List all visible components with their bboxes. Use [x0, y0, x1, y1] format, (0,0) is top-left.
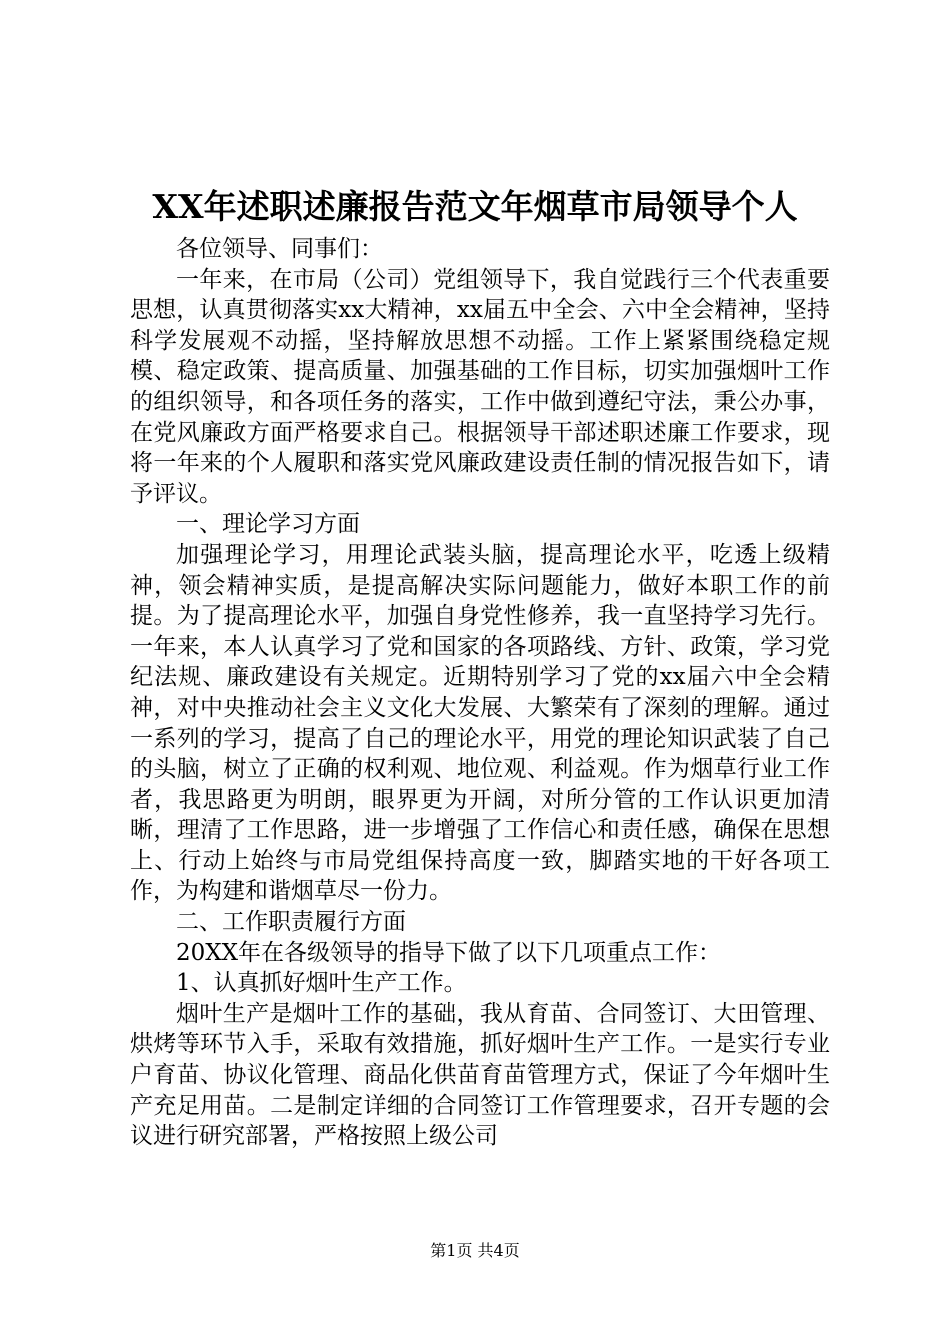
- subsection-heading: 1、认真抓好烟叶生产工作。: [176, 970, 467, 997]
- document-title: XX年述职述廉报告范文年烟草市局领导个人: [152, 187, 798, 226]
- body-paragraph: 烟叶生产是烟叶工作的基础，我从育苗、合同签订、大田管理、烘烤等环节入手，采取有效措施，抓好烟叶生产工作。一是实行专业户育苗、协议化管理、商品化供苗育苗管理方式，保证了今年烟叶生产充足用苗。二是制定详细的合同签订工作管理要求，召开专题的会议进行研究部署，严格按照上级公司: [130, 1000, 830, 1150]
- body-paragraph: 一年来，在市局（公司）党组领导下，我自觉践行三个代表重要思想，认真贯彻落实xx大精神，xx届五中全会、六中全会精神，坚持科学发展观不动摇，坚持解放思想不动摇。工作上紧紧围绕稳定规模、稳定政策、提高质量、加强基础的工作目标，切实加强烟叶工作的组织领导，和各项任务的落实，工作中做到遵纪守法，秉公办事，在党风廉政方面严格要求自己。根据领导干部述职述廉工作要求，现将一年来的个人履职和落实党风廉政建设责任制的情况报告如下，请予评议。: [130, 266, 830, 507]
- salutation: 各位领导、同事们：: [176, 236, 383, 262]
- body-paragraph: 加强理论学习，用理论武装头脑，提高理论水平，吃透上级精神，领会精神实质，是提高解决实际问题能力，做好本职工作的前提。为了提高理论水平，加强自身党性修养，我一直坚持学习先行。一年来，本人认真学习了党和国家的各项路线、方针、政策，学习党纪法规、廉政建设有关规定。近期特别学习了党的xx届六中全会精神，对中央推动社会主义文化大发展、大繁荣有了深刻的理解。通过一系列的学习，提高了自己的理论水平，用党的理论知识武装了自己的头脑，树立了正确的权利观、地位观、利益观。作为烟草行业工作者，我思路更为明朗，眼界更为开阔，对所分管的工作认识更加清晰，理清了工作思路，进一步增强了工作信心和责任感，确保在思想上、行动上始终与市局党组保持高度一致，脚踏实地的干好各项工作，为构建和谐烟草尽一份力。: [130, 541, 830, 905]
- section-heading: 二、工作职责履行方面: [176, 909, 406, 936]
- document-body: [130, 234, 830, 1152]
- body-paragraph: 20XX年在各级领导的指导下做了以下几项重点工作：: [176, 939, 722, 966]
- page-number-footer: 第1页 共4页: [430, 1241, 520, 1260]
- section-heading: 一、理论学习方面: [176, 511, 360, 538]
